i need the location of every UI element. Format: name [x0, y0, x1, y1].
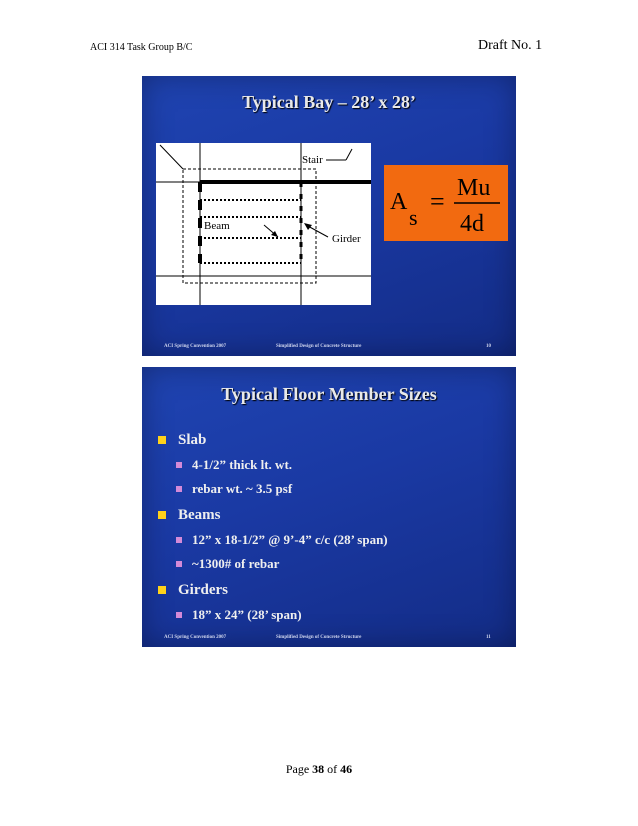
slide-footer-left: ACI Spring Convention 2007: [164, 635, 227, 640]
stair-label: Stair: [302, 154, 323, 166]
slide-footer-left: ACI Spring Convention 2007: [164, 344, 227, 349]
slide-title: Typical Floor Member Sizes: [221, 384, 437, 404]
slide-footer-center: Simplified Design of Concrete Structure: [276, 344, 362, 349]
header-right: Draft No. 1: [478, 38, 543, 53]
bullet-square-icon: [176, 462, 182, 468]
list-subitem: [156, 529, 508, 553]
page-total: 46: [340, 762, 353, 776]
page-of: of: [327, 762, 338, 776]
page-footer: [0, 762, 638, 777]
formula-svg: [384, 165, 508, 241]
list-subitem: [156, 478, 508, 502]
subitem-text: ~1300# of rebar: [192, 556, 280, 571]
bullet-square-icon: [158, 586, 166, 594]
bullet-square-icon: [176, 561, 182, 567]
list-item: [156, 429, 508, 454]
bullet-square-icon: [176, 612, 182, 618]
slide-floor-member-sizes: [142, 367, 516, 647]
list-subitem: [156, 553, 508, 577]
subitem-text: 4-1/2” thick lt. wt.: [192, 457, 293, 472]
slide-number: 11: [486, 635, 491, 640]
formula-subscript: s: [409, 205, 418, 230]
beam-label: Beam: [204, 220, 230, 232]
bullet-square-icon: [176, 486, 182, 492]
page-prefix: Page: [285, 762, 310, 776]
slide-title: Typical Bay – 28’ x 28’: [242, 92, 416, 112]
list-subitem: [156, 454, 508, 478]
header-left: ACI 314 Task Group B/C: [90, 42, 193, 53]
girder-label: Girder: [332, 233, 361, 245]
item-label: Slab: [178, 432, 207, 448]
slide-typical-bay: [142, 76, 516, 356]
list-item: [156, 504, 508, 529]
page-current: 38: [312, 762, 325, 776]
formula-numerator: Mu: [457, 175, 491, 201]
bay-plan-svg: [156, 143, 371, 305]
subitem-text: rebar wt. ~ 3.5 psf: [192, 481, 293, 496]
item-label: Beams: [178, 507, 221, 523]
steel-area-formula: [384, 165, 508, 241]
slide-footer-center: Simplified Design of Concrete Structure: [276, 635, 362, 640]
member-size-list: [156, 427, 508, 628]
subitem-text: 12” x 18-1/2” @ 9’-4” c/c (28’ span): [192, 532, 388, 547]
list-item: [156, 579, 508, 604]
bay-plan-diagram: [156, 143, 371, 305]
list-subitem: [156, 604, 508, 628]
formula-denominator: 4d: [460, 211, 484, 237]
slide-number: 10: [486, 344, 491, 349]
bullet-square-icon: [158, 511, 166, 519]
formula-equals: =: [430, 187, 445, 216]
item-label: Girders: [178, 582, 228, 598]
bullet-square-icon: [176, 537, 182, 543]
formula-lhs: A: [390, 189, 408, 215]
subitem-text: 18” x 24” (28’ span): [192, 607, 302, 622]
bullet-square-icon: [158, 436, 166, 444]
